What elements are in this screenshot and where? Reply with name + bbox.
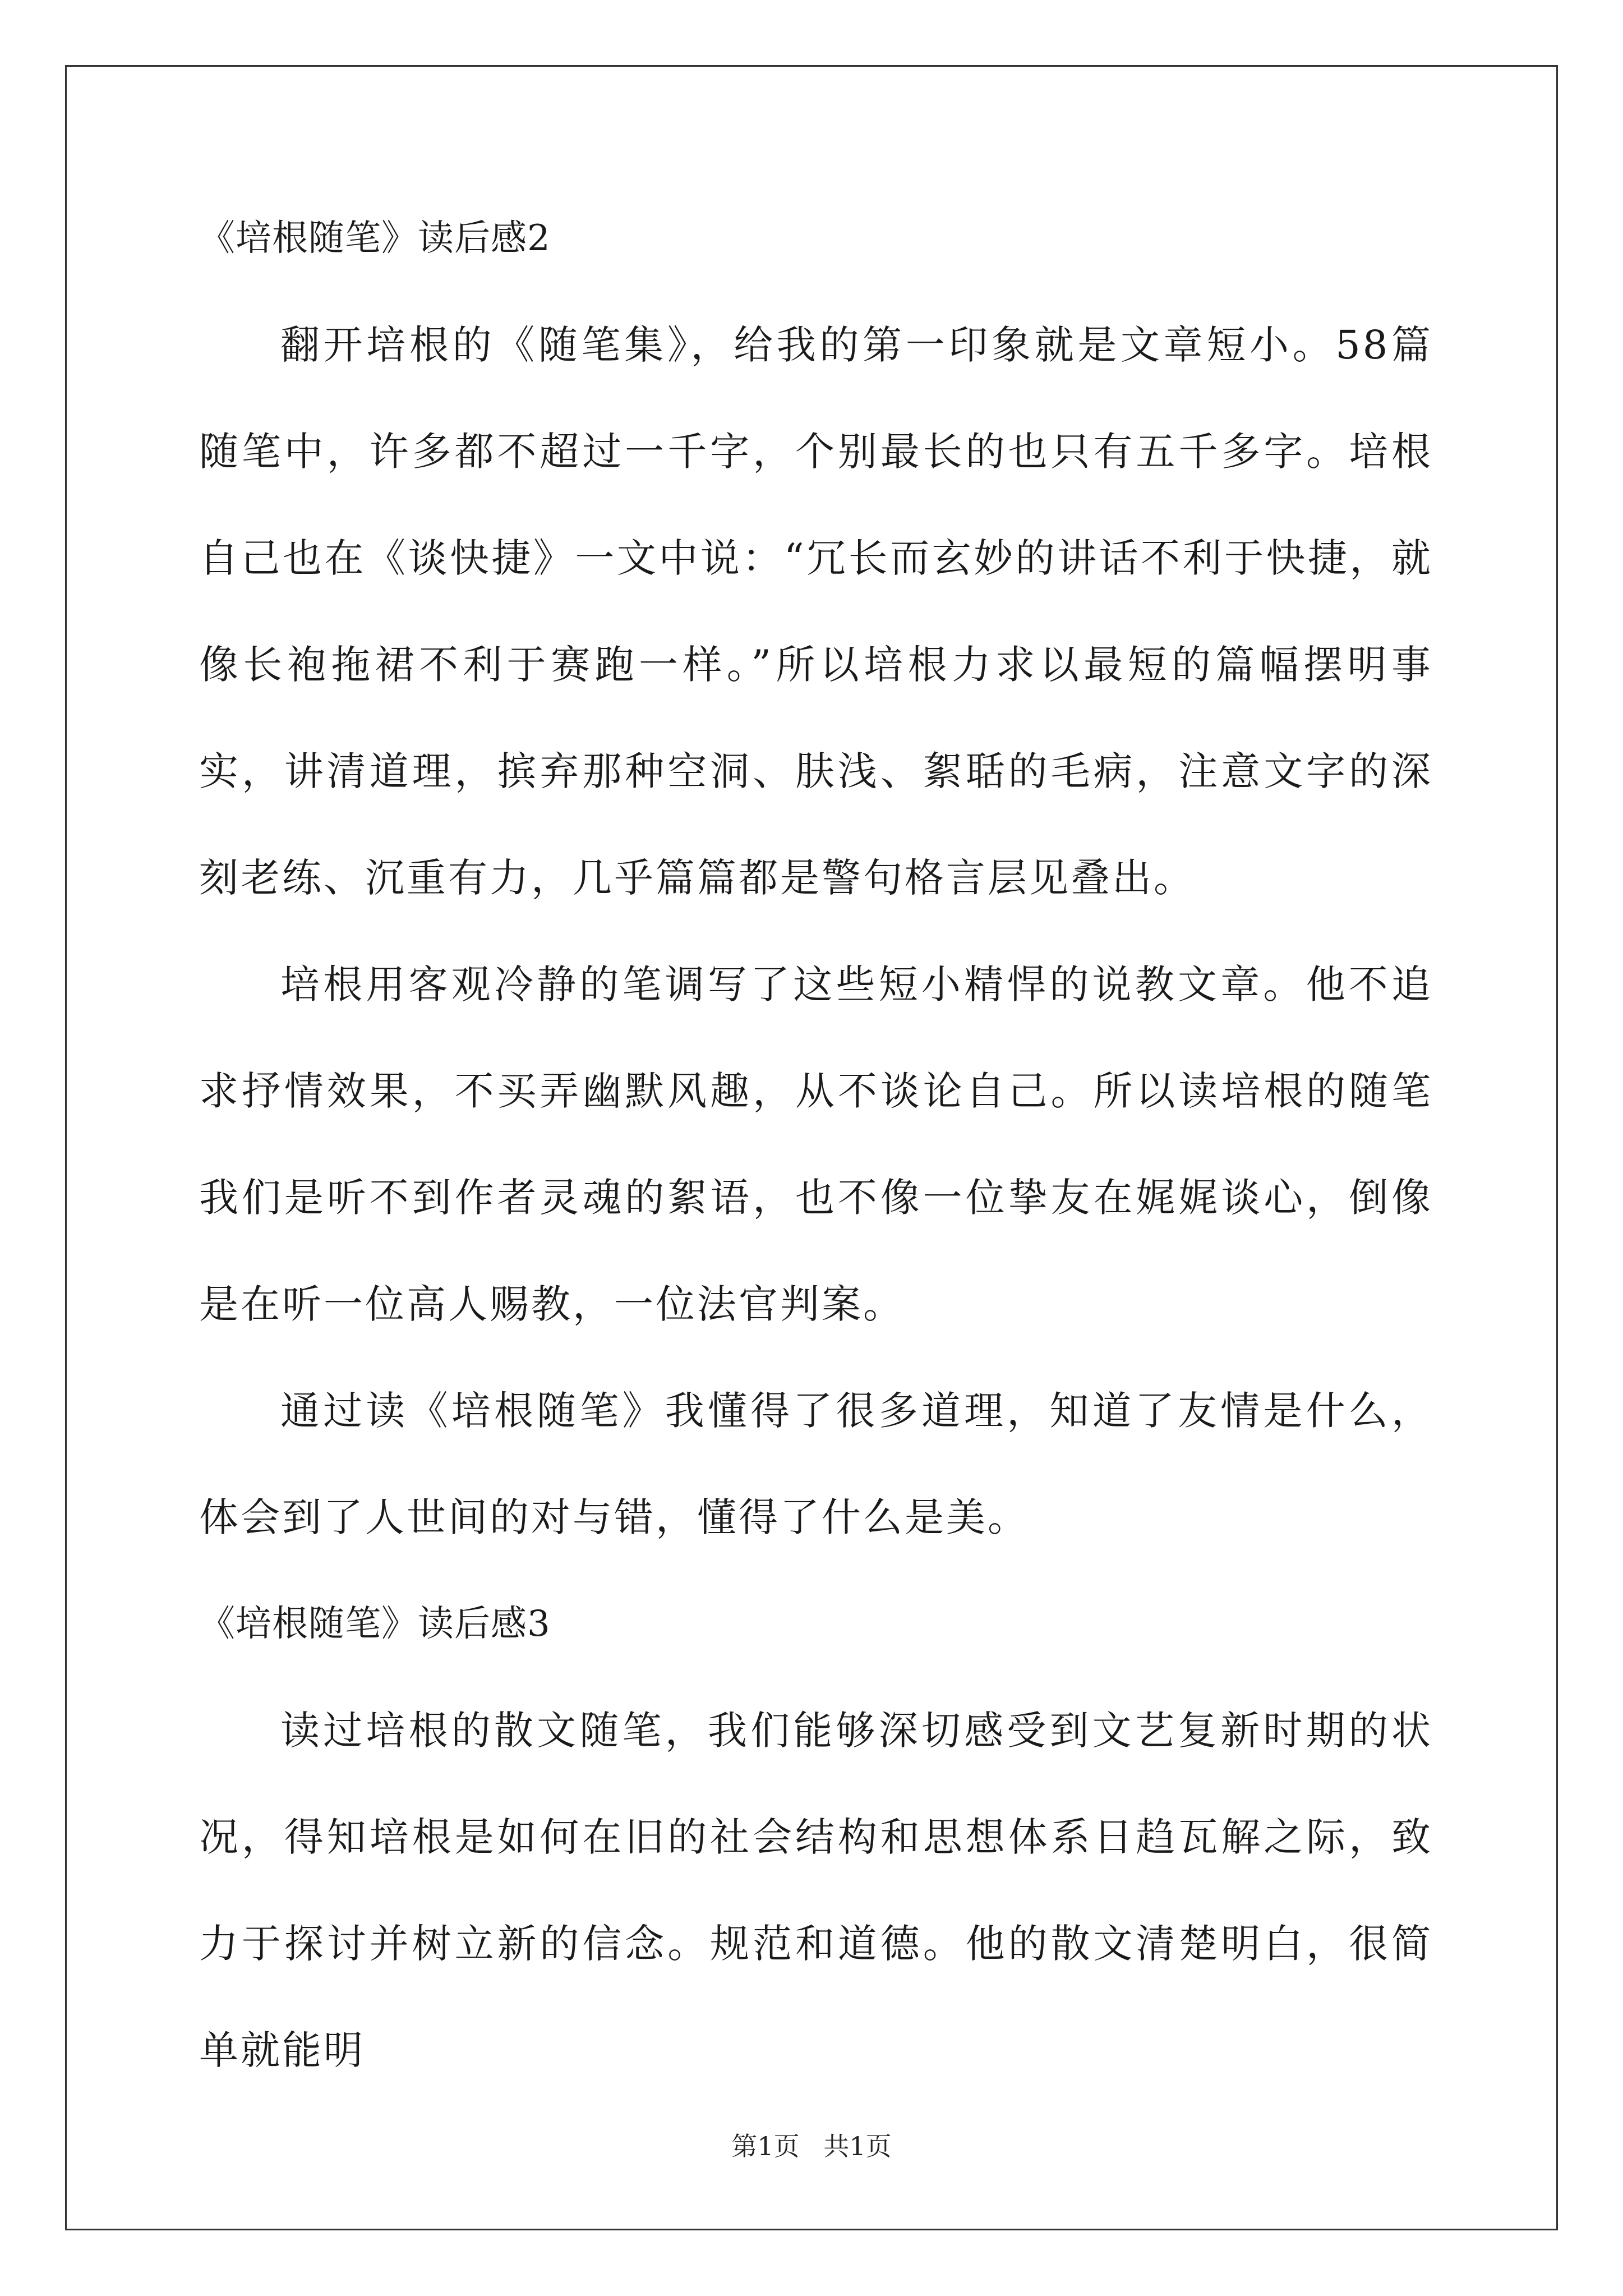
paragraph: 读过培根的散文随笔，我们能够深切感受到文艺复新时期的状况，得知培根是如何在旧的社会结构和思想体系日趋瓦解之际，致力于探讨并树立新的信念。规范和道德。他的散文清楚明白，很简单就能明: [199, 1708, 1433, 2073]
page-total: 共1页: [823, 2131, 892, 2161]
paragraph: 翻开培根的《随笔集》，给我的第一印象就是文章短小。58篇随笔中，许多都不超过一千字，个别最长的也只有五千多字。培根自己也在《谈快捷》一文中说：“冗长而玄妙的讲话不利于快捷，就像长袍拖裙不利于赛跑一样。”所以培根力求以最短的篇幅摆明事实，讲清道理，摈弃那种空洞、肤浅、絮聒的毛病，注意文字的深刻老练、沉重有力，几乎篇篇都是警句格言层见叠出。: [199, 322, 1433, 901]
section-heading: 《培根随笔》读后感3: [199, 1603, 551, 1645]
paragraph: 通过读《培根随笔》我懂得了很多道理，知道了友情是什么，体会到了人世间的对与错，懂得了什么是美。: [199, 1388, 1433, 1540]
section-3: [199, 1571, 1433, 2104]
paragraph: 培根用客观冷静的笔调写了这些短小精悍的说教文章。他不追求抒情效果，不买弄幽默风趣，从不谈论自己。所以读培根的随笔我们是听不到作者灵魂的絮语，也不像一位挚友在娓娓谈心，倒像是在听一位高人赐教，一位法官判案。: [199, 961, 1433, 1327]
page-footer: [0, 2126, 1623, 2163]
section-2: [199, 185, 1433, 1571]
page-number: 第1页: [731, 2131, 800, 2161]
document-body: [199, 185, 1433, 2104]
section-heading: 《培根随笔》读后感2: [199, 218, 551, 259]
